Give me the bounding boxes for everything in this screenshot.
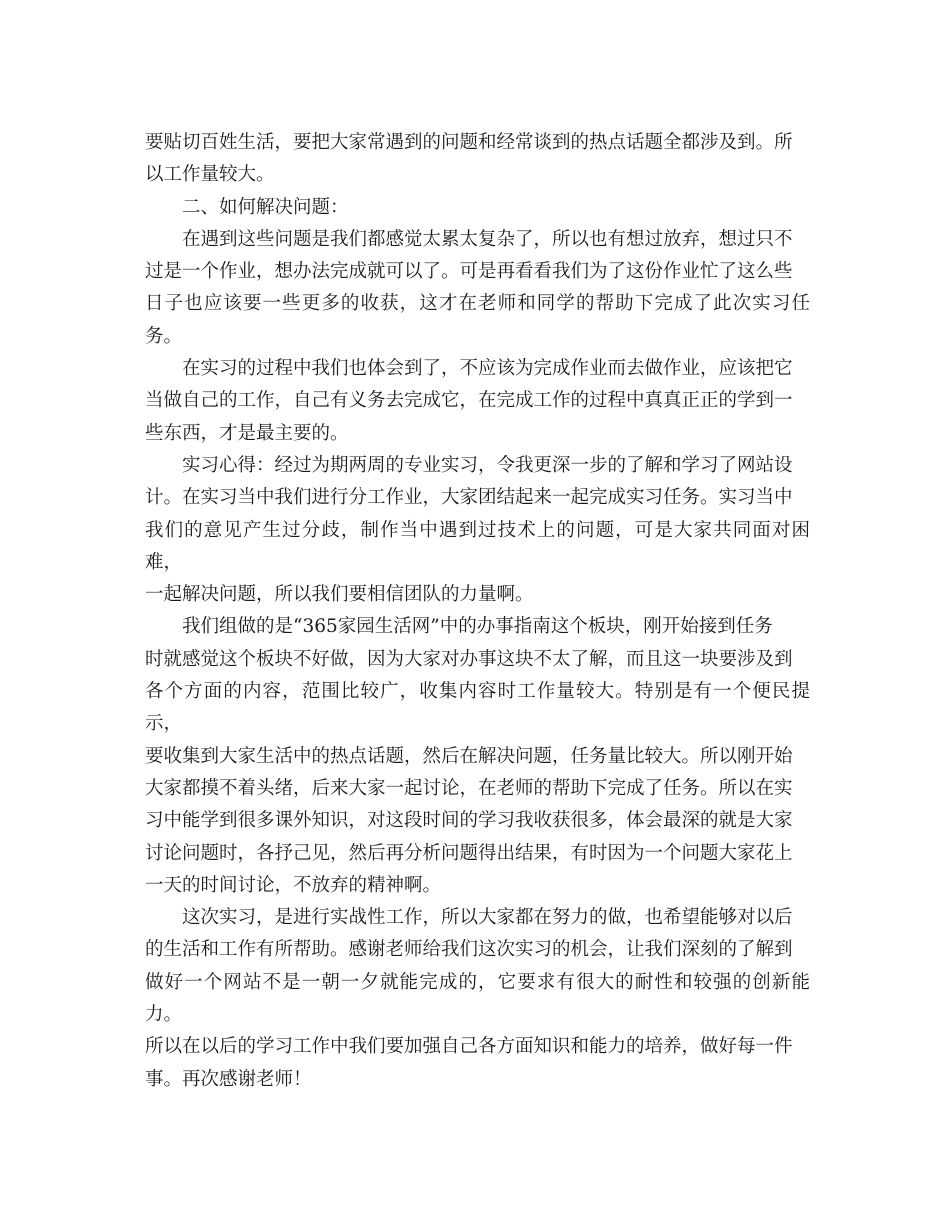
paragraph-continuation: 要贴切百姓生活，要把大家常遇到的问题和经常谈到的热点话题全都涉及到。所 以工作量较大。 [145,132,793,186]
document-body [145,127,810,1096]
paragraph-group-work: 我们组做的是“365家园生活网”中的办事指南这个板块，刚开始接到任务 时就感觉这个板块不好做，因为大家对办事这块不太了解，而且这一块要涉及到 各个方面的内容，范围比较广，收集内容时工作量较大。特别是有一个便民提示， 要收集到大家生活中的热点话题，然后在解决问题，任务量比较大。所以刚开始 大家都摸不着头绪，后来大家一起讨论，在老师的帮助下完成了任务。所以在实 习中能学到很多课外知识，对这段时间的学习我收获很多，体会最深的就是大家 讨论问题时，各抒己见，然后再分析问题得出结果，有时因为一个问题大家花上 一天的时间讨论，不放弃的精神啊。 [145,616,810,896]
section-heading-how-to-solve: 二、如何解决问题： [145,196,349,218]
paragraph-internship-process: 在实习的过程中我们也体会到了，不应该为完成作业而去做作业，应该把它 当做自己的工作，自己有义务去完成它，在完成工作的过程中真真正正的学到一 些东西，才是最主要的。 [145,358,793,444]
paragraph-internship-experience: 实习心得：经过为期两周的专业实习，令我更深一步的了解和学习了网站设 计。在实习当中我们进行分工作业，大家团结起来一起完成实习任务。实习当中 我们的意见产生过分歧，制作当中遇到过技术上的问题，可是大家共同面对困难， 一起解决问题，所以我们要相信团队的力量啊。 [145,454,810,606]
paragraph-conclusion: 这次实习，是进行实战性工作，所以大家都在努力的做，也希望能够对以后 的生活和工作有所帮助。感谢老师给我们这次实习的机会，让我们深刻的了解到 做好一个网站不是一朝一夕就能完成的，它要求有很大的耐性和较强的创新能力。 所以在以后的学习工作中我们要加强自己各方面知识和能力的培养，做好每一件 事。再次感谢老师！ [145,907,810,1090]
paragraph-problems: 在遇到这些问题是我们都感觉太累太复杂了，所以也有想过放弃，想过只不 过是一个作业，想办法完成就可以了。可是再看看我们为了这份作业忙了这么些 日子也应该要一些更多的收获，这才在老师和同学的帮助下完成了此次实习任务。 [145,228,810,347]
